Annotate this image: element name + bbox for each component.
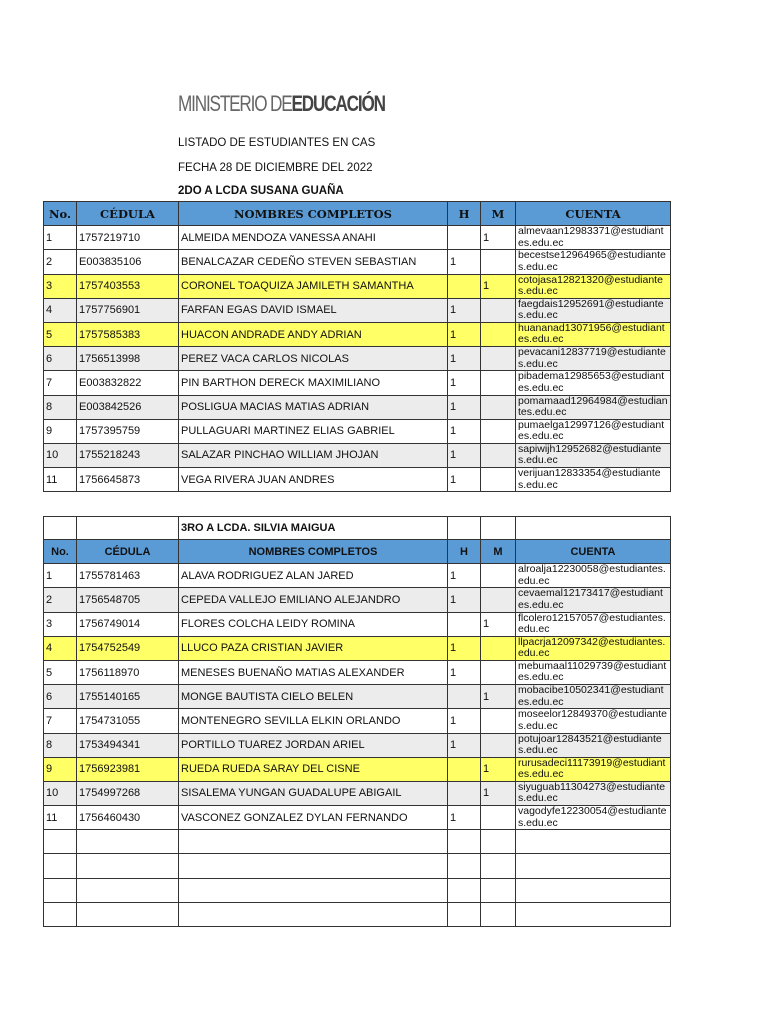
cell-h: 1	[448, 564, 481, 588]
table-header-row	[44, 202, 671, 226]
cell-m	[481, 830, 516, 854]
table-row	[44, 733, 671, 757]
cell-m	[481, 878, 516, 902]
cell-cedula: 1757585383	[77, 322, 179, 346]
cell-nombre	[179, 830, 448, 854]
table-row	[44, 854, 671, 878]
cell-nombre: CEPEDA VALLEJO EMILIANO ALEJANDRO	[179, 588, 448, 612]
cell-m	[481, 660, 516, 684]
cell-cuenta: verijuan12833354@estudiantes.edu.ec	[516, 468, 671, 492]
table-title-row	[44, 517, 671, 540]
cell-h: 1	[448, 443, 481, 467]
cell-nombre: CORONEL TOAQUIZA JAMILETH SAMANTHA	[179, 274, 448, 298]
cell-cedula: 1754731055	[77, 709, 179, 733]
cell-cedula: 1756923981	[77, 757, 179, 781]
cell-no: 5	[44, 660, 77, 684]
cell-cedula: E003832822	[77, 371, 179, 395]
col-cedula: CÉDULA	[77, 202, 179, 226]
cell-h: 1	[448, 806, 481, 830]
cell-cedula: 1757395759	[77, 419, 179, 443]
cell-no	[44, 854, 77, 878]
cell-h: 1	[448, 371, 481, 395]
cell-no: 10	[44, 781, 77, 805]
cell-no: 10	[44, 443, 77, 467]
cell-cuenta: cotojasa12821320@estudiantes.edu.ec	[516, 274, 671, 298]
cell-cedula: 1756548705	[77, 588, 179, 612]
col-cuenta: CUENTA	[516, 202, 671, 226]
cell-nombre: ALAVA RODRIGUEZ ALAN JARED	[179, 564, 448, 588]
cell-h: 1	[448, 298, 481, 322]
cell-h	[448, 685, 481, 709]
cell-m	[481, 854, 516, 878]
cell-cuenta: becestse12964965@estudiantes.edu.ec	[516, 250, 671, 274]
table-row	[44, 395, 671, 419]
table-row	[44, 709, 671, 733]
table-row	[44, 636, 671, 660]
cell-cedula: 1756513998	[77, 347, 179, 371]
logo-line2: EDUCACIÓN	[291, 91, 385, 116]
cell-m	[481, 636, 516, 660]
cell-m	[481, 733, 516, 757]
cell-no: 1	[44, 226, 77, 250]
cell-cuenta: pomamaad12964984@estudiantes.edu.ec	[516, 395, 671, 419]
cell-h: 1	[448, 419, 481, 443]
cell-h: 1	[448, 709, 481, 733]
cell-nombre	[179, 878, 448, 902]
table-row	[44, 250, 671, 274]
cell-no: 11	[44, 806, 77, 830]
cell-nombre: POSLIGUA MACIAS MATIAS ADRIAN	[179, 395, 448, 419]
cell-cedula	[77, 854, 179, 878]
cell-no: 7	[44, 709, 77, 733]
cell-cuenta: rurusadeci11173919@estudiantes.edu.ec	[516, 757, 671, 781]
table-row	[44, 806, 671, 830]
cell-cuenta: mobacibe10502341@estudiantes.edu.ec	[516, 685, 671, 709]
cell-nombre: LLUCO PAZA CRISTIAN JAVIER	[179, 636, 448, 660]
cell-cedula: 1753494341	[77, 733, 179, 757]
col-h: H	[448, 202, 481, 226]
cell-cedula: 1755781463	[77, 564, 179, 588]
table-row	[44, 588, 671, 612]
cell-cedula: 1756749014	[77, 612, 179, 636]
cell-m	[481, 371, 516, 395]
cell-m: 1	[481, 781, 516, 805]
cell-nombre: PIN BARTHON DERECK MAXIMILIANO	[179, 371, 448, 395]
cell-no: 8	[44, 395, 77, 419]
cell-nombre: PULLAGUARI MARTINEZ ELIAS GABRIEL	[179, 419, 448, 443]
cell-cedula	[77, 830, 179, 854]
cell-cuenta: cevaemal12173417@estudiantes.edu.ec	[516, 588, 671, 612]
cell-h	[448, 226, 481, 250]
table-row	[44, 685, 671, 709]
cell-cuenta	[516, 830, 671, 854]
cell-cedula: 1756645873	[77, 468, 179, 492]
cell-m	[481, 250, 516, 274]
cell-cuenta: mebumaal11029739@estudiantes.edu.ec	[516, 660, 671, 684]
cell-no: 9	[44, 757, 77, 781]
cell-no: 8	[44, 733, 77, 757]
cell-h	[448, 854, 481, 878]
cell-cedula: 1757219710	[77, 226, 179, 250]
cell-cedula	[77, 878, 179, 902]
cell-cedula: 1755218243	[77, 443, 179, 467]
cell-m: 1	[481, 612, 516, 636]
cell-h	[448, 830, 481, 854]
cell-cedula: 1757403553	[77, 274, 179, 298]
cell-cuenta: faegdais12952691@estudiantes.edu.ec	[516, 298, 671, 322]
cell-cedula: 1754752549	[77, 636, 179, 660]
ministry-logo	[178, 86, 385, 122]
table-row	[44, 226, 671, 250]
cell-h: 1	[448, 636, 481, 660]
cell-no	[44, 878, 77, 902]
cell-h	[448, 274, 481, 298]
table-row	[44, 274, 671, 298]
table-row	[44, 468, 671, 492]
col-nombres: NOMBRES COMPLETOS	[179, 202, 448, 226]
table-row	[44, 830, 671, 854]
cell-cuenta: siyuguab11304273@estudiantes.edu.ec	[516, 781, 671, 805]
cell-cuenta: flcolero12157057@estudiantes.edu.ec	[516, 612, 671, 636]
group2-title: 3RO A LCDA. SILVIA MAIGUA	[179, 517, 448, 540]
cell-cuenta: almevaan12983371@estudiantes.edu.ec	[516, 226, 671, 250]
cell-cuenta: vagodyfe12230054@estudiantes.edu.ec	[516, 806, 671, 830]
cell-no: 2	[44, 250, 77, 274]
cell-nombre	[179, 854, 448, 878]
cell-h	[448, 757, 481, 781]
cell-no: 2	[44, 588, 77, 612]
cell-cuenta	[516, 854, 671, 878]
cell-cedula	[77, 902, 179, 926]
cell-no: 6	[44, 347, 77, 371]
table-row	[44, 564, 671, 588]
cell-nombre: RUEDA RUEDA SARAY DEL CISNE	[179, 757, 448, 781]
cell-m	[481, 419, 516, 443]
students-table-3ro-a	[43, 516, 671, 927]
cell-m	[481, 298, 516, 322]
col-cedula: CÉDULA	[77, 540, 179, 564]
cell-cuenta: potujoar12843521@estudiantes.edu.ec	[516, 733, 671, 757]
cell-cedula: 1757756901	[77, 298, 179, 322]
cell-nombre: VEGA RIVERA JUAN ANDRES	[179, 468, 448, 492]
cell-no: 5	[44, 322, 77, 346]
table-row	[44, 878, 671, 902]
table-row	[44, 298, 671, 322]
cell-cuenta	[516, 878, 671, 902]
cell-h: 1	[448, 347, 481, 371]
table-row	[44, 612, 671, 636]
cell-no	[44, 830, 77, 854]
cell-nombre: FLORES COLCHA LEIDY ROMINA	[179, 612, 448, 636]
cell-m	[481, 564, 516, 588]
document-date: FECHA 28 DE DICIEMBRE DEL 2022	[178, 162, 373, 174]
cell-nombre: FARFAN EGAS DAVID ISMAEL	[179, 298, 448, 322]
cell-cedula: 1756118970	[77, 660, 179, 684]
cell-cedula: E003835106	[77, 250, 179, 274]
cell-no: 4	[44, 298, 77, 322]
table-row	[44, 443, 671, 467]
cell-cuenta: pevacani12837719@estudiantes.edu.ec	[516, 347, 671, 371]
cell-no	[44, 902, 77, 926]
col-no: No.	[44, 202, 77, 226]
cell-cuenta	[516, 902, 671, 926]
cell-m	[481, 709, 516, 733]
cell-m: 1	[481, 274, 516, 298]
cell-nombre: BENALCAZAR CEDEÑO STEVEN SEBASTIAN	[179, 250, 448, 274]
logo-line1: MINISTERIO DE	[178, 91, 292, 116]
cell-nombre: HUACON ANDRADE ANDY ADRIAN	[179, 322, 448, 346]
cell-m: 1	[481, 685, 516, 709]
table-row	[44, 371, 671, 395]
group1-title: 2DO A LCDA SUSANA GUAÑA	[178, 185, 344, 197]
cell-m: 1	[481, 757, 516, 781]
cell-no: 9	[44, 419, 77, 443]
cell-h: 1	[448, 588, 481, 612]
cell-m	[481, 395, 516, 419]
cell-nombre: ALMEIDA MENDOZA VANESSA ANAHI	[179, 226, 448, 250]
cell-cuenta: moseelor12849370@estudiantes.edu.ec	[516, 709, 671, 733]
cell-m	[481, 468, 516, 492]
cell-no: 6	[44, 685, 77, 709]
table-row	[44, 322, 671, 346]
cell-h	[448, 902, 481, 926]
cell-cuenta: huananad13071956@estudiantes.edu.ec	[516, 322, 671, 346]
cell-cuenta: pumaelga12997126@estudiantes.edu.ec	[516, 419, 671, 443]
cell-nombre: SISALEMA YUNGAN GUADALUPE ABIGAIL	[179, 781, 448, 805]
cell-cuenta: pibadema12985653@estudiantes.edu.ec	[516, 371, 671, 395]
cell-no: 11	[44, 468, 77, 492]
cell-m	[481, 347, 516, 371]
cell-h: 1	[448, 322, 481, 346]
cell-h: 1	[448, 660, 481, 684]
cell-nombre: VASCONEZ GONZALEZ DYLAN FERNANDO	[179, 806, 448, 830]
cell-m	[481, 322, 516, 346]
cell-h: 1	[448, 733, 481, 757]
col-nombres: NOMBRES COMPLETOS	[179, 540, 448, 564]
cell-cuenta: llpacrja12097342@estudiantes.edu.ec	[516, 636, 671, 660]
cell-h	[448, 781, 481, 805]
cell-m	[481, 443, 516, 467]
cell-h: 1	[448, 250, 481, 274]
col-no: No.	[44, 540, 77, 564]
cell-h: 1	[448, 395, 481, 419]
table-row	[44, 757, 671, 781]
cell-m	[481, 806, 516, 830]
cell-m	[481, 588, 516, 612]
cell-no: 4	[44, 636, 77, 660]
col-m: M	[481, 540, 516, 564]
cell-nombre: SALAZAR PINCHAO WILLIAM JHOJAN	[179, 443, 448, 467]
col-cuenta: CUENTA	[516, 540, 671, 564]
table-row	[44, 419, 671, 443]
table-header-row	[44, 540, 671, 564]
cell-nombre: MENESES BUENAÑO MATIAS ALEXANDER	[179, 660, 448, 684]
table-row	[44, 660, 671, 684]
cell-cuenta: alroalja12230058@estudiantes.edu.ec	[516, 564, 671, 588]
students-table-2do-a	[43, 201, 671, 492]
cell-cedula: E003842526	[77, 395, 179, 419]
cell-h	[448, 612, 481, 636]
document-title: LISTADO DE ESTUDIANTES EN CAS	[178, 137, 376, 149]
cell-no: 3	[44, 274, 77, 298]
col-m: M	[481, 202, 516, 226]
cell-nombre: MONTENEGRO SEVILLA ELKIN ORLANDO	[179, 709, 448, 733]
cell-cuenta: sapiwijh12952682@estudiantes.edu.ec	[516, 443, 671, 467]
cell-nombre: PORTILLO TUAREZ JORDAN ARIEL	[179, 733, 448, 757]
cell-no: 7	[44, 371, 77, 395]
cell-cedula: 1755140165	[77, 685, 179, 709]
cell-h: 1	[448, 468, 481, 492]
cell-m	[481, 902, 516, 926]
cell-no: 1	[44, 564, 77, 588]
cell-cedula: 1754997268	[77, 781, 179, 805]
col-h: H	[448, 540, 481, 564]
cell-m: 1	[481, 226, 516, 250]
cell-no: 3	[44, 612, 77, 636]
table-row	[44, 347, 671, 371]
cell-cedula: 1756460430	[77, 806, 179, 830]
cell-nombre: MONGE BAUTISTA CIELO BELEN	[179, 685, 448, 709]
table-row	[44, 902, 671, 926]
table-row	[44, 781, 671, 805]
cell-nombre	[179, 902, 448, 926]
cell-h	[448, 878, 481, 902]
cell-nombre: PEREZ VACA CARLOS NICOLAS	[179, 347, 448, 371]
